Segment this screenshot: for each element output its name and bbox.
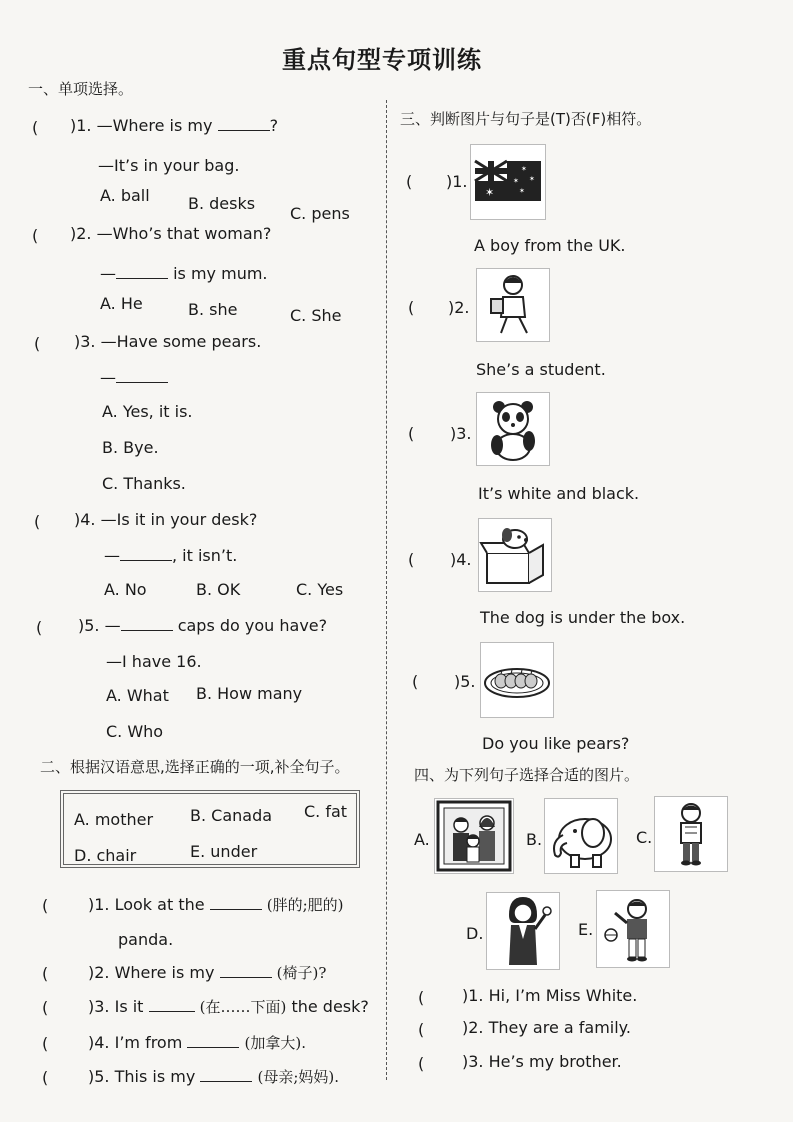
option: C. Who bbox=[106, 722, 164, 741]
question-text: )1. Look at the bbox=[88, 895, 205, 914]
svg-text:✶: ✶ bbox=[513, 177, 519, 185]
sentence: )3. He’s my brother. bbox=[462, 1052, 622, 1071]
answer-paren: ( bbox=[406, 172, 413, 191]
question-4-line2 bbox=[104, 546, 237, 565]
answer-paren: ( bbox=[32, 118, 39, 137]
answer-paren: ( bbox=[32, 226, 39, 245]
question-1 bbox=[70, 116, 278, 135]
svg-text:✶: ✶ bbox=[529, 175, 535, 183]
section1-heading: 一、单项选择。 bbox=[28, 80, 134, 98]
word-option: C. fat bbox=[304, 802, 348, 821]
option: C. pens bbox=[290, 204, 350, 223]
answer-paren: ( bbox=[42, 896, 49, 915]
option: B. she bbox=[188, 300, 238, 319]
panda-picture bbox=[476, 392, 550, 466]
dash: — bbox=[100, 368, 116, 387]
option: A. ball bbox=[100, 186, 150, 205]
answer-blank[interactable] bbox=[187, 1046, 239, 1048]
fill-question-4 bbox=[88, 1032, 306, 1053]
answer-blank[interactable] bbox=[220, 976, 272, 978]
answer-blank[interactable] bbox=[116, 277, 168, 279]
boy-with-ball-picture bbox=[596, 890, 670, 968]
answer-blank[interactable] bbox=[116, 381, 168, 383]
option: C. Thanks. bbox=[102, 474, 186, 493]
picture-label: A. bbox=[414, 830, 430, 849]
question-text: )4. I’m from bbox=[88, 1033, 183, 1052]
answer-paren: ( bbox=[36, 618, 43, 637]
question-text: caps do you have? bbox=[177, 616, 328, 635]
section2-heading: 二、根据汉语意思,选择正确的一项,补全句子。 bbox=[40, 758, 350, 776]
answer-paren: ( bbox=[412, 672, 419, 691]
chinese-hint: (母亲;妈妈). bbox=[257, 1068, 340, 1086]
option: C. She bbox=[290, 306, 342, 325]
answer-paren: ( bbox=[42, 1068, 49, 1087]
dash: — bbox=[104, 546, 120, 565]
answer-blank[interactable] bbox=[200, 1080, 252, 1082]
option: B. desks bbox=[188, 194, 256, 213]
question-text: )3. Is it bbox=[88, 997, 144, 1016]
fill-question-1 bbox=[88, 894, 344, 915]
answer-paren: ( bbox=[418, 1020, 425, 1039]
option: C. Yes bbox=[296, 580, 344, 599]
answer-line: —I have 16. bbox=[106, 652, 202, 671]
sentence: A boy from the UK. bbox=[474, 236, 626, 255]
sentence: The dog is under the box. bbox=[480, 608, 686, 627]
question-3-line2 bbox=[100, 368, 168, 387]
answer-paren: ( bbox=[34, 334, 41, 353]
dog-in-box-picture bbox=[478, 518, 552, 592]
question-4: )4. —Is it in your desk? bbox=[74, 510, 258, 529]
elephant-picture bbox=[544, 798, 618, 874]
question-text: , it isn’t. bbox=[172, 546, 238, 565]
fill-question-2 bbox=[88, 962, 326, 983]
plate-of-pears-picture bbox=[480, 642, 554, 718]
item-number: )5. bbox=[454, 672, 476, 691]
svg-text:✶: ✶ bbox=[519, 187, 525, 195]
svg-text:✶: ✶ bbox=[485, 186, 495, 199]
column-divider bbox=[386, 100, 387, 1080]
sentence: She’s a student. bbox=[476, 360, 606, 379]
question-2: )2. —Who’s that woman? bbox=[70, 224, 272, 243]
answer-paren: ( bbox=[42, 998, 49, 1017]
option: B. How many bbox=[196, 684, 303, 703]
option: A. Yes, it is. bbox=[102, 402, 193, 421]
fill-question-5 bbox=[88, 1066, 339, 1087]
question-3: )3. —Have some pears. bbox=[74, 332, 262, 351]
boy-picture bbox=[654, 796, 728, 872]
question-text: panda. bbox=[118, 930, 174, 949]
picture-label: D. bbox=[466, 924, 484, 943]
sentence: It’s white and black. bbox=[478, 484, 640, 503]
answer-paren: ( bbox=[42, 964, 49, 983]
question-text: the desk? bbox=[291, 997, 369, 1016]
chinese-hint: (在……下面) bbox=[199, 998, 287, 1016]
question-text: )5. This is my bbox=[88, 1067, 196, 1086]
answer-blank[interactable] bbox=[121, 629, 173, 631]
option: A. He bbox=[100, 294, 143, 313]
word-option: D. chair bbox=[74, 846, 137, 865]
answer-paren: ( bbox=[34, 512, 41, 531]
chinese-hint: (椅子)? bbox=[276, 964, 327, 982]
question-2-line2 bbox=[100, 264, 268, 283]
item-number: )2. bbox=[448, 298, 470, 317]
item-number: )3. bbox=[450, 424, 472, 443]
answer-paren: ( bbox=[408, 298, 415, 317]
answer-blank[interactable] bbox=[149, 1010, 195, 1012]
answer-blank[interactable] bbox=[218, 129, 270, 131]
picture-label: C. bbox=[636, 828, 653, 847]
option: A. What bbox=[106, 686, 169, 705]
chinese-hint: (加拿大). bbox=[244, 1034, 306, 1052]
answer-blank[interactable] bbox=[210, 908, 262, 910]
word-option: A. mother bbox=[74, 810, 154, 829]
sentence: Do you like pears? bbox=[482, 734, 630, 753]
question-text: ? bbox=[269, 116, 279, 135]
woman-waving-picture bbox=[486, 892, 560, 970]
item-number: )1. bbox=[446, 172, 468, 191]
fill-question-3 bbox=[88, 996, 369, 1017]
word-option: E. under bbox=[190, 842, 258, 861]
sentence: )1. Hi, I’m Miss White. bbox=[462, 986, 638, 1005]
option: B. Bye. bbox=[102, 438, 159, 457]
australia-flag-picture bbox=[470, 144, 546, 220]
girl-student-picture bbox=[476, 268, 550, 342]
section3-heading: 三、判断图片与句子是(T)否(F)相符。 bbox=[400, 110, 652, 128]
picture-label: E. bbox=[578, 920, 594, 939]
chinese-hint: (胖的;肥的) bbox=[266, 896, 344, 914]
answer-paren: ( bbox=[42, 1034, 49, 1053]
answer-line: —It’s in your bag. bbox=[98, 156, 240, 175]
answer-paren: ( bbox=[418, 988, 425, 1007]
dash: — bbox=[100, 264, 116, 283]
section4-heading: 四、为下列句子选择合适的图片。 bbox=[414, 766, 640, 784]
svg-text:✶: ✶ bbox=[521, 165, 527, 173]
question-text: )1. —Where is my bbox=[70, 116, 213, 135]
option: B. OK bbox=[196, 580, 241, 599]
option: A. No bbox=[104, 580, 147, 599]
question-text: is my mum. bbox=[173, 264, 268, 283]
answer-paren: ( bbox=[418, 1054, 425, 1073]
page-title: 重点句型专项训练 bbox=[282, 46, 482, 74]
question-text: )2. Where is my bbox=[88, 963, 215, 982]
answer-blank[interactable] bbox=[120, 559, 172, 561]
picture-label: B. bbox=[526, 830, 543, 849]
sentence: )2. They are a family. bbox=[462, 1018, 631, 1037]
answer-paren: ( bbox=[408, 550, 415, 569]
question-text: )5. — bbox=[78, 616, 121, 635]
word-option: B. Canada bbox=[190, 806, 273, 825]
family-photo-picture bbox=[434, 798, 514, 874]
question-5 bbox=[78, 616, 327, 635]
item-number: )4. bbox=[450, 550, 472, 569]
answer-paren: ( bbox=[408, 424, 415, 443]
